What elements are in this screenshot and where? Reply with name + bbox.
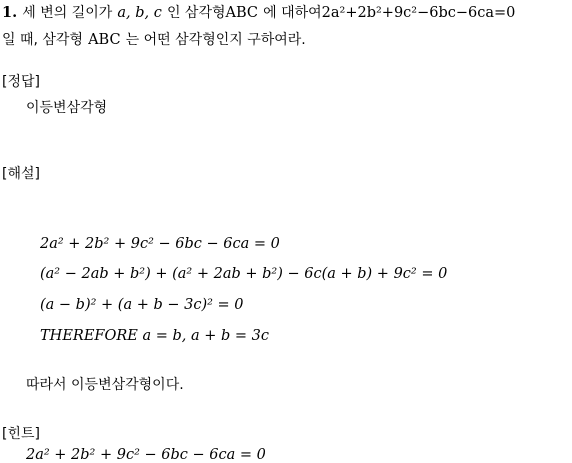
explanation-conclusion: 따라서 이등변삼각형이다. <box>26 377 184 393</box>
equation-text: (a − b)² + (a + b − 3c)² = 0 <box>40 297 244 313</box>
explanation-equation-4 <box>40 328 269 344</box>
explanation-equation-1 <box>40 236 280 252</box>
problem-line2-prefix: 일 때, 삼각형 <box>2 32 83 48</box>
triangle-name-2: ABC <box>88 32 121 48</box>
equation-text: 2a² + 2b² + 9c² − 6bc − 6ca = 0 <box>26 447 266 463</box>
equation-text: (a² − 2ab + b²) + (a² + 2ab + b²) − 6c(a + b) + 9c² = 0 <box>40 266 448 282</box>
problem-line2-suffix: 는 어떤 삼각형인지 구하여라. <box>125 32 306 48</box>
problem-variables: a, b, c <box>117 5 162 21</box>
equation-text: a = b, a + b = 3c <box>142 328 269 344</box>
hint-heading: [힌트] <box>2 426 40 442</box>
triangle-name: ABC <box>225 5 258 21</box>
problem-number: 1. <box>2 4 18 21</box>
problem-text-prefix: 세 변의 길이가 <box>22 5 113 21</box>
equation-text: 2a² + 2b² + 9c² − 6bc − 6ca = 0 <box>40 236 280 252</box>
problem-text-suffix: 에 대하여 <box>263 5 322 21</box>
problem-line-1 <box>2 2 515 22</box>
answer-text: 이등변삼각형 <box>26 100 108 116</box>
explanation-equation-2 <box>40 266 447 282</box>
hint-equation <box>26 447 266 463</box>
answer-heading: [정답] <box>2 74 40 90</box>
problem-text-mid: 인 삼각형 <box>166 5 226 21</box>
problem-line-2 <box>2 29 306 49</box>
explanation-equation-3 <box>40 297 244 313</box>
therefore-word: THEREFORE <box>40 328 138 344</box>
explanation-heading: [해설] <box>2 166 40 182</box>
problem-equation: 2a²+2b²+9c²−6bc−6ca=0 <box>321 5 516 21</box>
